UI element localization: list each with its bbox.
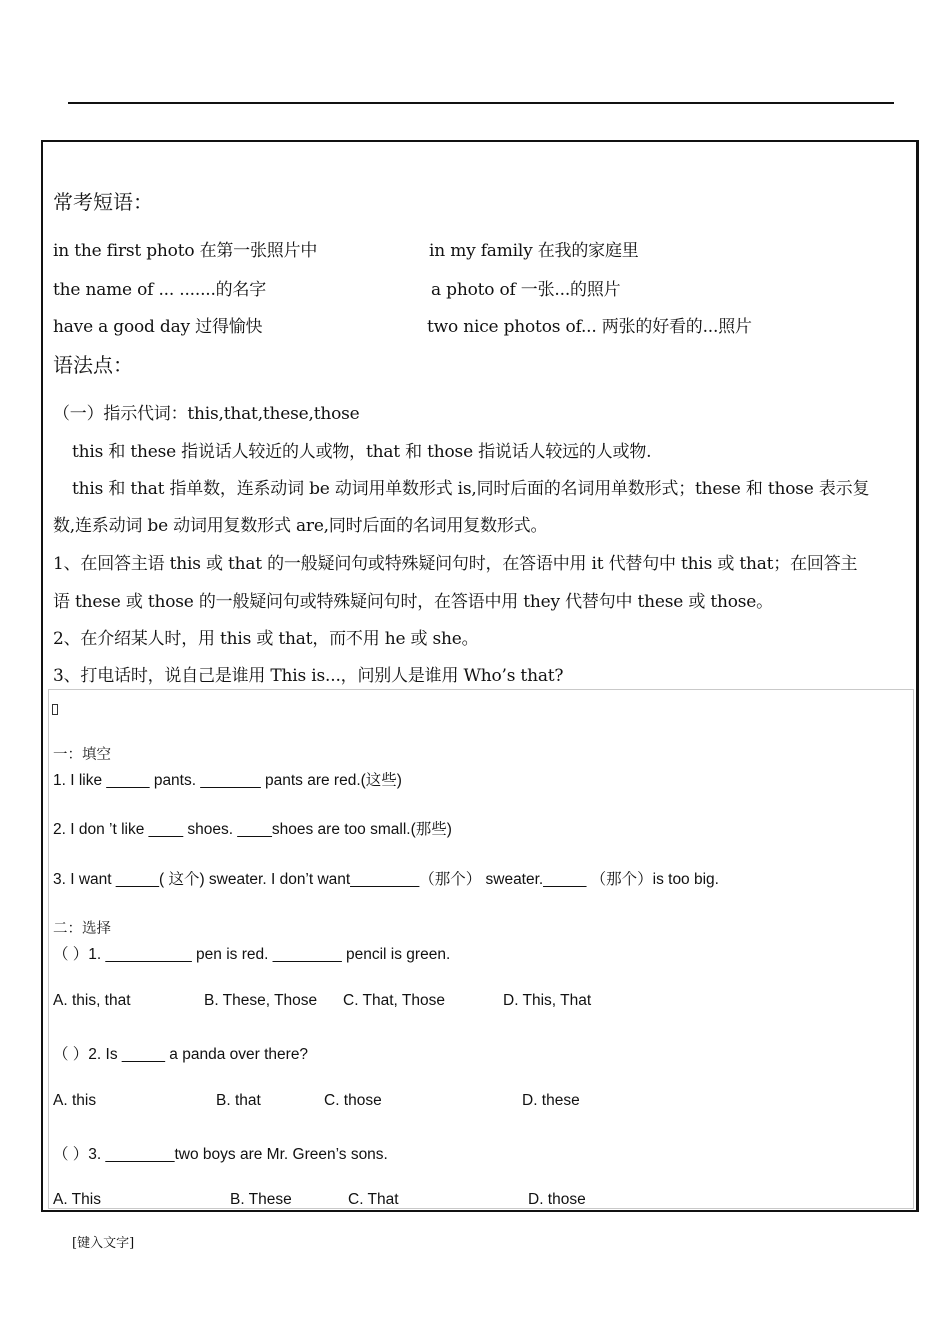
q3-option-b: B. These: [230, 1191, 292, 1208]
grammar-paragraph-1: this 和 these 指说话人较近的人或物，that 和 those 指说话人较远的人或物.: [72, 442, 652, 462]
q1-option-d: D. This, That: [503, 992, 592, 1009]
phrases-heading: 常考短语：: [53, 190, 153, 214]
missing-glyph-icon: [52, 704, 58, 715]
grammar-subheading: （一）指示代词：this,that,these,those: [53, 404, 360, 424]
choice-question-1: （ ）1. __________ pen is red. ________ pencil is green.: [53, 946, 451, 963]
phrase-left-2: the name of ... .......的名字: [53, 280, 267, 300]
q3-option-c: C. That: [348, 1191, 399, 1208]
footer-placeholder[interactable]: [键入文字]: [72, 1236, 135, 1251]
choice-question-2: （ ）2. Is _____ a panda over there?: [53, 1046, 309, 1063]
q3-option-a: A. This: [53, 1191, 101, 1208]
q3-option-d: D. those: [528, 1191, 586, 1208]
phrase-left-1: in the first photo 在第一张照片中: [53, 241, 318, 261]
choice-question-3: （ ）3. ________two boys are Mr. Green’s sons.: [53, 1146, 388, 1163]
q2-option-a: A. this: [53, 1092, 97, 1109]
fill-question-3: 3. I want _____( 这个) sweater. I don’t want________（那个） sweater._____ （那个）is too big.: [53, 871, 719, 888]
grammar-paragraph-2-line-1: this 和 that 指单数，连系动词 be 动词用单数形式 is,同时后面的名词用单数形式；these 和 those 表示复: [72, 479, 870, 499]
fill-question-2: 2. I don ’t like ____ shoes. ____shoes are too small.(那些): [53, 821, 452, 838]
fill-question-1: 1. I like _____ pants. _______ pants are red.(这些): [53, 772, 402, 789]
header-rule: [68, 102, 894, 104]
phrase-left-3: have a good day 过得愉快: [53, 317, 263, 337]
grammar-paragraph-3-line-1: 1、在回答主语 this 或 that 的一般疑问句或特殊疑问句时，在答语中用 it 代替句中 this 或 that；在回答主: [53, 554, 858, 574]
q1-option-b: B. These, Those: [204, 992, 318, 1009]
q2-option-c: C. those: [324, 1092, 382, 1109]
grammar-paragraph-4: 2、在介绍某人时，用 this 或 that，而不用 he 或 she。: [53, 629, 479, 649]
q1-option-a: A. this, that: [53, 992, 131, 1009]
grammar-paragraph-2-line-2: 数,连系动词 be 动词用复数形式 are,同时后面的名词用复数形式。: [53, 516, 548, 536]
phrase-right-3: two nice photos of... 两张的好看的...照片: [427, 317, 752, 337]
grammar-paragraph-3-line-2: 语 these 或 those 的一般疑问句或特殊疑问句时，在答语中用 they 代替句中 these 或 those。: [53, 592, 773, 612]
fill-section-heading: 一：填空: [53, 747, 111, 763]
grammar-heading: 语法点：: [53, 353, 133, 377]
q2-option-b: B. that: [216, 1092, 261, 1109]
q2-option-d: D. these: [522, 1092, 580, 1109]
grammar-paragraph-5: 3、打电话时，说自己是谁用 This is...，问别人是谁用 Who’s that?: [53, 666, 564, 686]
q1-option-c: C. That, Those: [343, 992, 445, 1009]
phrase-right-2: a photo of 一张...的照片: [431, 280, 621, 300]
phrase-right-1: in my family 在我的家庭里: [429, 241, 639, 261]
choice-section-heading: 二：选择: [53, 921, 111, 937]
